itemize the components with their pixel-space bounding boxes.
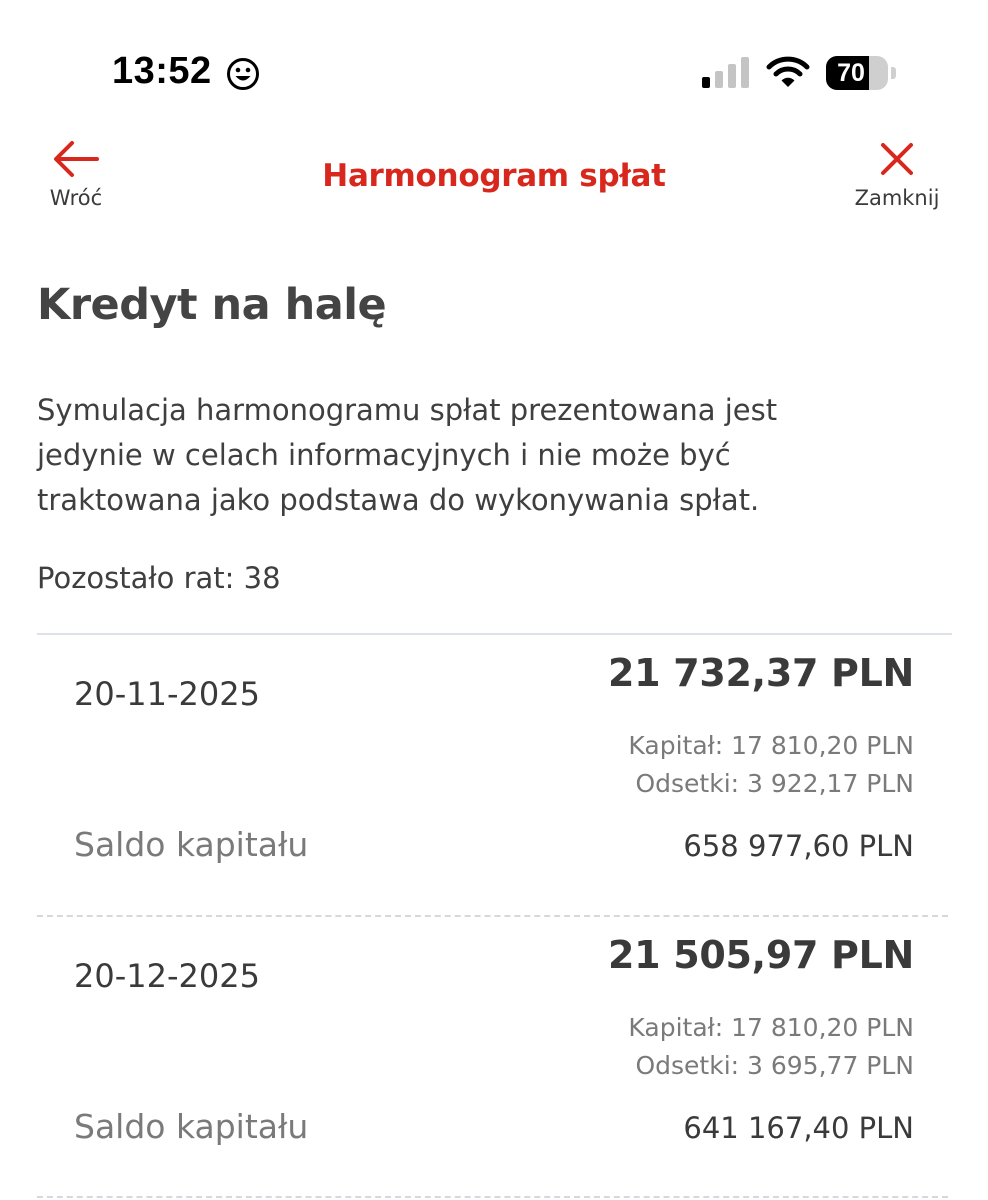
installment-interest: Odsetki: 3 922,17 PLN bbox=[635, 769, 914, 798]
installment-amount: 21 505,97 PLN bbox=[608, 933, 914, 977]
balance-label: Saldo kapitału bbox=[74, 1107, 309, 1146]
battery-level: 70 bbox=[837, 59, 865, 87]
cellular-signal-icon bbox=[700, 57, 752, 89]
installment-capital: Kapitał: 17 810,20 PLN bbox=[628, 1013, 914, 1042]
close-button[interactable] bbox=[846, 140, 948, 220]
installment-date: 20-12-2025 bbox=[74, 957, 260, 995]
balance-value: 658 977,60 PLN bbox=[683, 829, 914, 863]
remaining-installments: Pozostało rat: 38 bbox=[37, 561, 281, 595]
page-title: Harmonogram spłat bbox=[322, 158, 666, 194]
status-time: 13:52 bbox=[112, 50, 212, 92]
close-icon bbox=[878, 140, 916, 178]
back-button[interactable] bbox=[40, 140, 112, 220]
back-label: Wróć bbox=[49, 186, 103, 210]
disclaimer bbox=[37, 388, 937, 523]
battery-icon bbox=[826, 56, 898, 90]
balance-label: Saldo kapitału bbox=[74, 825, 309, 864]
balance-value: 641 167,40 PLN bbox=[683, 1111, 914, 1145]
battery-tip bbox=[891, 67, 896, 79]
installment-interest: Odsetki: 3 695,77 PLN bbox=[635, 1051, 914, 1080]
smiley-icon bbox=[226, 57, 260, 91]
installment-date: 20-11-2025 bbox=[74, 675, 260, 713]
disclaimer-line: traktowana jako podstawa do wykonywania spłat. bbox=[37, 483, 760, 517]
loan-title: Kredyt na halę bbox=[37, 280, 387, 330]
status-bar bbox=[0, 0, 988, 130]
divider-dashed bbox=[37, 1196, 948, 1198]
battery-body bbox=[826, 56, 888, 90]
installment-row bbox=[0, 635, 988, 917]
disclaimer-line: Symulacja harmonogramu spłat prezentowana jest bbox=[37, 393, 778, 427]
disclaimer-line: jedynie w celach informacyjnych i nie może być bbox=[37, 438, 731, 472]
installment-capital: Kapitał: 17 810,20 PLN bbox=[628, 731, 914, 760]
installment-amount: 21 732,37 PLN bbox=[608, 651, 914, 695]
arrow-left-icon bbox=[51, 140, 101, 178]
wifi-icon bbox=[766, 55, 810, 89]
close-label: Zamknij bbox=[854, 186, 940, 210]
installment-row bbox=[0, 917, 988, 1199]
